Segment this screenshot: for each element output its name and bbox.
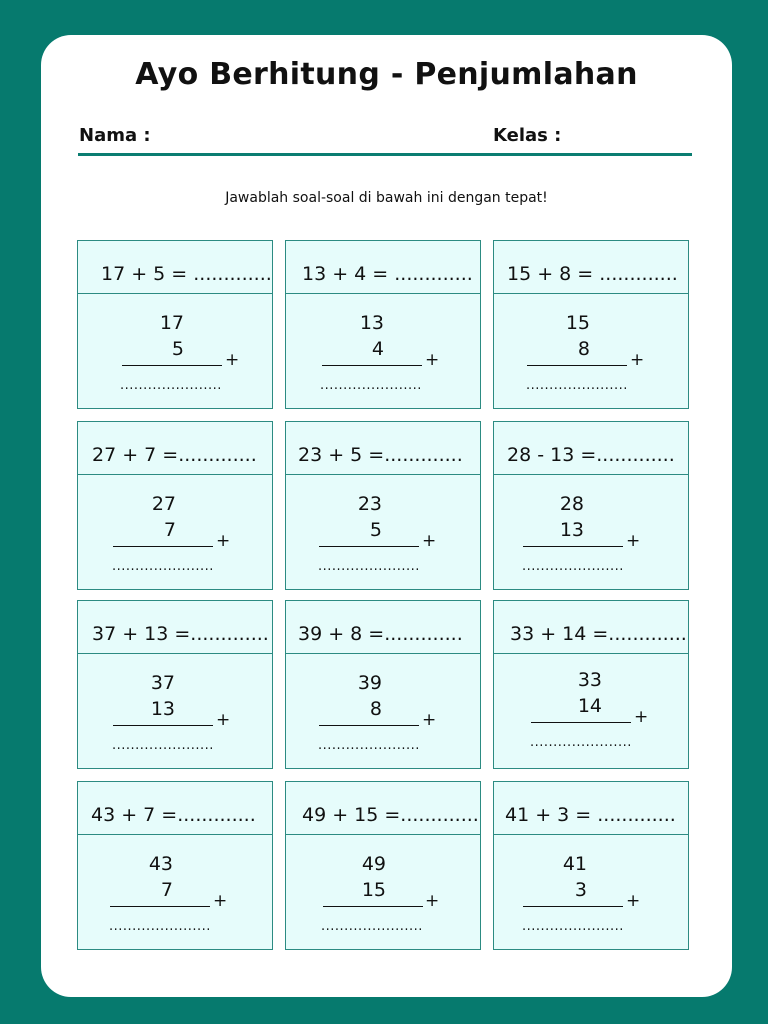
problem-card: [77, 600, 273, 769]
plus-sign: +: [422, 710, 437, 730]
problem-card: [493, 781, 689, 950]
answer-blank[interactable]: ......................: [530, 735, 632, 750]
addend-top: 23: [357, 493, 382, 515]
equation: 39 + 8 =.............: [298, 623, 463, 645]
sum-line: [527, 365, 627, 366]
problem-card: [493, 600, 689, 769]
addend-top: 13: [359, 312, 384, 334]
equation: 15 + 8 = .............: [507, 263, 678, 285]
problem-grid: [41, 35, 732, 997]
divider: [286, 834, 480, 835]
equation: 33 + 14 =.............: [510, 623, 687, 645]
addend-top: 33: [577, 669, 602, 691]
equation: 17 + 5 = .............: [101, 263, 272, 285]
addend-bottom: 8: [369, 698, 382, 720]
equation: 49 + 15 =.............: [302, 804, 479, 826]
sum-line: [523, 906, 623, 907]
problem-card: [285, 600, 481, 769]
plus-sign: +: [216, 710, 231, 730]
answer-blank[interactable]: ......................: [318, 738, 420, 753]
plus-sign: +: [425, 891, 440, 911]
answer-blank[interactable]: ......................: [522, 919, 624, 934]
divider: [494, 834, 688, 835]
problem-card: [77, 240, 273, 409]
addend-bottom: 7: [163, 519, 176, 541]
addend-bottom: 4: [371, 338, 384, 360]
problem-card: [285, 781, 481, 950]
equation: 23 + 5 =.............: [298, 444, 463, 466]
addend-top: 15: [565, 312, 590, 334]
sum-line: [113, 725, 213, 726]
divider: [286, 474, 480, 475]
name-label: Nama :: [79, 125, 151, 146]
addend-top: 43: [148, 853, 173, 875]
addend-top: 27: [151, 493, 176, 515]
sum-line: [113, 546, 213, 547]
sum-line: [319, 725, 419, 726]
divider: [78, 474, 272, 475]
worksheet: [41, 35, 732, 997]
divider: [494, 653, 688, 654]
addend-bottom: 14: [577, 695, 602, 717]
problem-card: [493, 240, 689, 409]
sum-line: [319, 546, 419, 547]
addend-bottom: 15: [361, 879, 386, 901]
problem-card: [493, 421, 689, 590]
answer-blank[interactable]: ......................: [320, 378, 422, 393]
sum-line: [110, 906, 210, 907]
problem-card: [77, 421, 273, 590]
answer-blank[interactable]: ......................: [526, 378, 628, 393]
instruction-text: Jawablah soal-soal di bawah ini dengan tepat!: [225, 190, 548, 206]
plus-sign: +: [630, 350, 645, 370]
sum-line: [322, 365, 422, 366]
addend-top: 37: [150, 672, 175, 694]
problem-card: [285, 240, 481, 409]
addend-bottom: 5: [171, 338, 184, 360]
divider: [494, 474, 688, 475]
class-label: Kelas :: [493, 125, 562, 146]
divider: [78, 653, 272, 654]
plus-sign: +: [626, 891, 641, 911]
sum-line: [122, 365, 222, 366]
answer-blank[interactable]: ......................: [318, 559, 420, 574]
addend-top: 28: [559, 493, 584, 515]
answer-blank[interactable]: ......................: [109, 919, 211, 934]
divider: [286, 653, 480, 654]
plus-sign: +: [634, 707, 649, 727]
answer-blank[interactable]: ......................: [120, 378, 222, 393]
addend-bottom: 13: [150, 698, 175, 720]
addend-bottom: 13: [559, 519, 584, 541]
equation: 28 - 13 =.............: [507, 444, 675, 466]
addend-top: 49: [361, 853, 386, 875]
answer-blank[interactable]: ......................: [321, 919, 423, 934]
equation: 41 + 3 = .............: [505, 804, 676, 826]
addend-top: 39: [357, 672, 382, 694]
addend-bottom: 5: [369, 519, 382, 541]
addend-top: 17: [159, 312, 184, 334]
sum-line: [323, 906, 423, 907]
divider: [78, 293, 272, 294]
sum-line: [531, 722, 631, 723]
plus-sign: +: [425, 350, 440, 370]
addend-top: 41: [562, 853, 587, 875]
plus-sign: +: [216, 531, 231, 551]
addend-bottom: 3: [574, 879, 587, 901]
equation: 27 + 7 =.............: [92, 444, 257, 466]
answer-blank[interactable]: ......................: [112, 559, 214, 574]
problem-card: [285, 421, 481, 590]
equation: 13 + 4 = .............: [302, 263, 473, 285]
answer-blank[interactable]: ......................: [522, 559, 624, 574]
plus-sign: +: [626, 531, 641, 551]
plus-sign: +: [422, 531, 437, 551]
answer-blank[interactable]: ......................: [112, 738, 214, 753]
equation: 37 + 13 =.............: [92, 623, 269, 645]
plus-sign: +: [213, 891, 228, 911]
divider: [78, 834, 272, 835]
sum-line: [523, 546, 623, 547]
divider: [286, 293, 480, 294]
divider: [494, 293, 688, 294]
addend-bottom: 8: [577, 338, 590, 360]
addend-bottom: 7: [160, 879, 173, 901]
equation: 43 + 7 =.............: [91, 804, 256, 826]
worksheet-title: Ayo Berhitung - Penjumlahan: [135, 57, 638, 92]
plus-sign: +: [225, 350, 240, 370]
problem-card: [77, 781, 273, 950]
